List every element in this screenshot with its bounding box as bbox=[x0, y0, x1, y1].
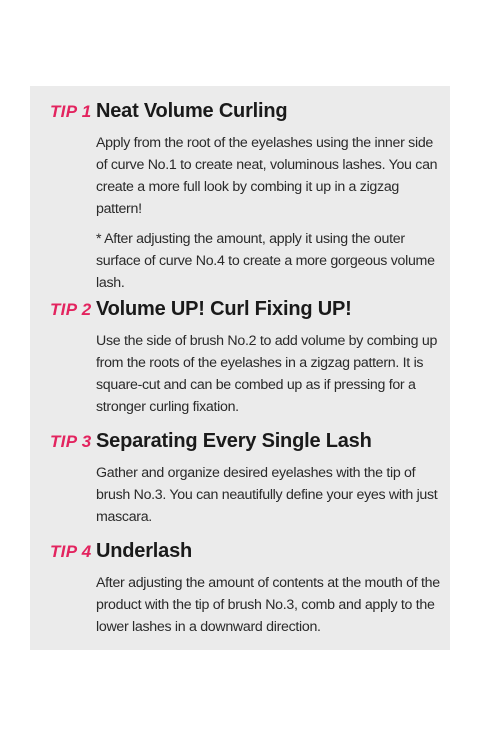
tip-2 bbox=[50, 298, 442, 418]
tip-2-header bbox=[50, 298, 442, 326]
tip-1-title: Neat Volume Curling bbox=[96, 100, 288, 122]
tip-4-header bbox=[50, 540, 442, 568]
tip-3 bbox=[50, 430, 442, 528]
tip-4-label: TIP 4 bbox=[50, 542, 92, 561]
tip-1-header bbox=[50, 100, 442, 128]
tip-1 bbox=[50, 100, 442, 294]
tip-1-body: Apply from the root of the eyelashes using the inner side of curve No.1 to create neat, voluminous lashes. You can create a more full look by combing it up in a zigzag pattern! bbox=[96, 135, 438, 217]
tip-2-title: Volume UP! Curl Fixing UP! bbox=[96, 298, 352, 320]
tip-3-title: Separating Every Single Lash bbox=[96, 430, 372, 452]
tip-2-label: TIP 2 bbox=[50, 300, 92, 319]
tip-4 bbox=[50, 540, 442, 638]
tip-3-header bbox=[50, 430, 442, 458]
tip-3-label: TIP 3 bbox=[50, 432, 92, 451]
tip-4-title: Underlash bbox=[96, 540, 193, 562]
tip-3-body: Gather and organize desired eyelashes with the tip of brush No.3. You can neautifully define your eyes with just mascara. bbox=[96, 465, 438, 525]
tip-4-body: After adjusting the amount of contents at the mouth of the product with the tip of brush No.3, comb and apply to the lower lashes in a downward direction. bbox=[96, 575, 440, 635]
tips-panel bbox=[30, 86, 450, 650]
tip-2-body: Use the side of brush No.2 to add volume by combing up from the roots of the eyelashes in a zigzag pattern. It is square-cut and can be combed up as if pressing for a stronger curling fixation. bbox=[96, 333, 438, 415]
tip-1-note: * After adjusting the amount, apply it using the outer surface of curve No.4 to create a more gorgeous volume lash. bbox=[96, 231, 435, 291]
tip-1-label: TIP 1 bbox=[50, 102, 92, 121]
